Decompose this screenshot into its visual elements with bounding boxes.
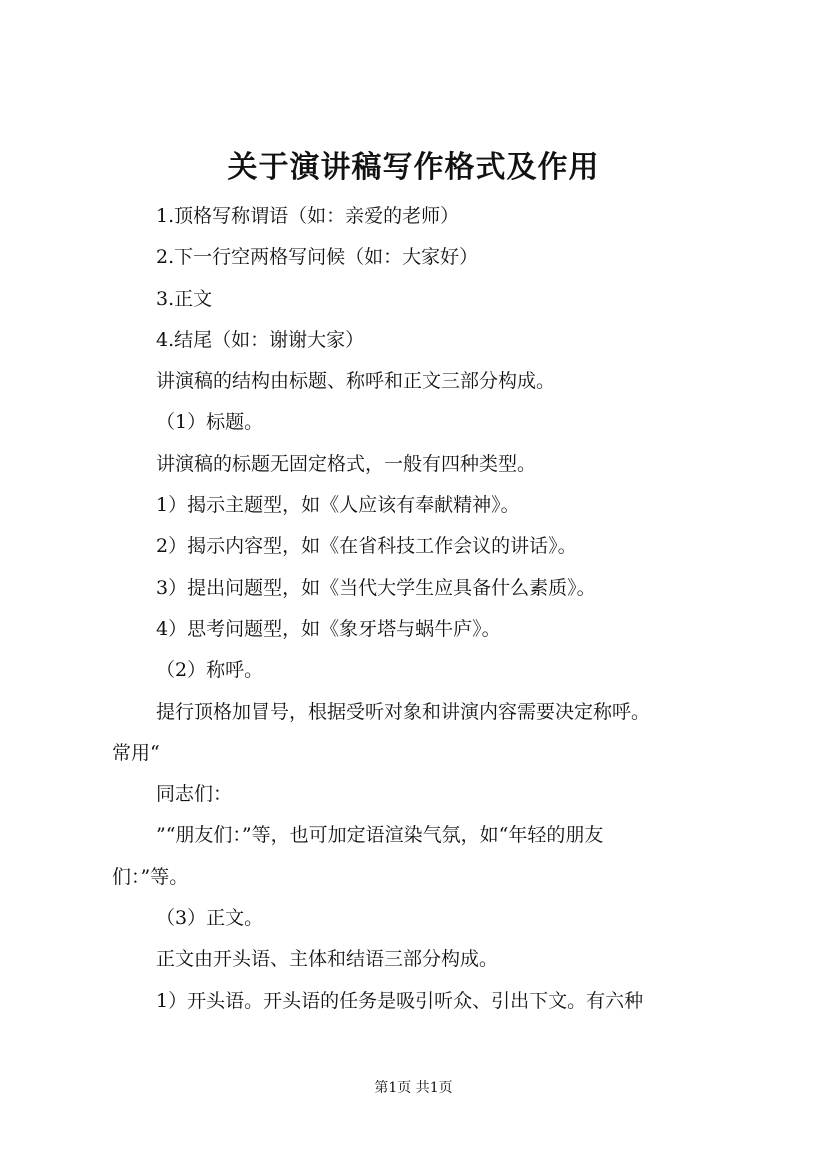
body-line: 讲演稿的结构由标题、称呼和正文三部分构成。 [156, 370, 556, 393]
body-line: 4.结尾（如：谢谢大家） [156, 328, 365, 351]
body-line: 1）揭示主题型，如《人应该有奉献精神》。 [156, 494, 520, 517]
body-line: 3.正文 [156, 287, 213, 310]
body-line: 4）思考问题型，如《象牙塔与蜗牛庐》。 [156, 617, 501, 640]
page-footer: 第1页 共1页 [374, 1080, 453, 1096]
body-line: 1.顶格写称谓语（如：亲爱的老师） [156, 205, 460, 227]
body-line: 3）提出问题型，如《当代大学生应具备什么素质》。 [156, 576, 596, 599]
body-line: 正文由开头语、主体和结语三部分构成。 [156, 948, 499, 971]
body-line: ”“朋友们：”等，也可加定语渲染气氛，如“年轻的朋友 [156, 824, 604, 847]
document-body [112, 196, 727, 1022]
body-line: 2.下一行空两格写问候（如：大家好） [156, 246, 479, 269]
document-title: 关于演讲稿写作格式及作用 [227, 150, 600, 185]
body-line: （3）正文。 [156, 907, 264, 930]
body-line: （2）称呼。 [156, 659, 264, 682]
body-line: 2）揭示内容型，如《在省科技工作会议的讲话》。 [156, 535, 577, 558]
body-line: （1）标题。 [156, 411, 264, 434]
body-line: 常用“ [112, 741, 160, 764]
body-line: 同志们： [156, 783, 233, 806]
body-line: 们：”等。 [112, 865, 189, 888]
body-line: 讲演稿的标题无固定格式，一般有四种类型。 [156, 452, 537, 475]
body-line: 1）开头语。开头语的任务是吸引听众、引出下文。有六种 [156, 989, 644, 1012]
body-line: 提行顶格加冒号，根据受听对象和讲演内容需要决定称呼。 [156, 700, 651, 723]
